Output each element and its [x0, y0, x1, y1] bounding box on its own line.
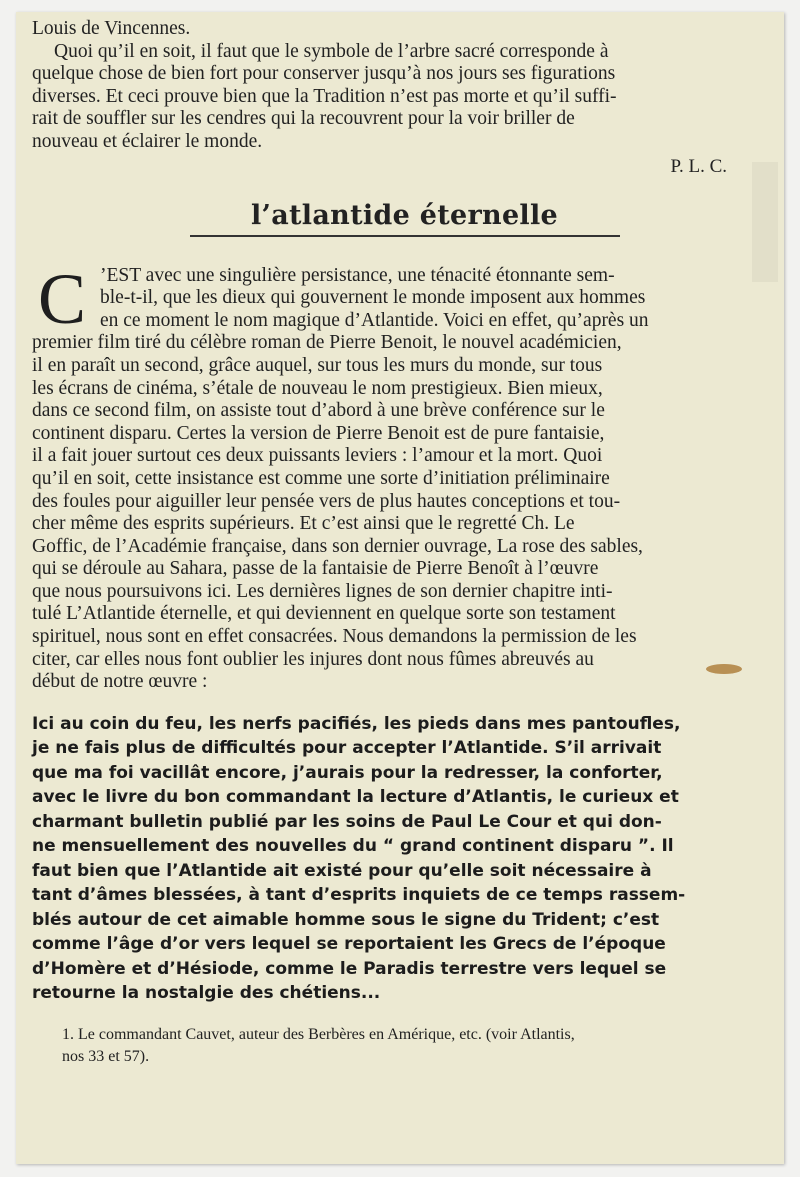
intro-line: diverses. Et ceci prouve bien que la Tradition n’est pas morte et qu’il suffi-	[32, 85, 617, 107]
article-line: les écrans de cinéma, s’étale de nouveau le nom prestigieux. Bien mieux,	[32, 377, 603, 399]
article-line: qu’il en soit, cette insistance est comme une sorte d’initiation préliminaire	[32, 467, 610, 489]
intro-line: rait de souffler sur les cendres qui la recouvrent pour la voir briller de	[32, 108, 575, 130]
quote-line: tant d’âmes blessées, à tant d’esprits inquiets de ce temps rassem-	[32, 885, 686, 906]
page-content	[32, 18, 777, 1068]
title-underline	[190, 235, 620, 237]
article-line: que nous poursuivons ici. Les dernières lignes de son dernier chapitre inti-	[32, 580, 613, 602]
article-line: spirituel, nous sont en effet consacrées. Nous demandons la permission de les	[32, 626, 637, 648]
article-opening	[32, 258, 777, 339]
quote-line: charmant bulletin publié par les soins de Paul Le Cour et qui don-	[32, 811, 662, 832]
quote-line: ne mensuellement des nouvelles du “ grand continent disparu ”. Il	[32, 836, 674, 857]
footnote-line: nos 33 et 57).	[62, 1047, 150, 1065]
quote-line: avec le livre du bon commandant la lecture d’Atlantis, le curieux et	[32, 787, 679, 808]
signature: P. L. C.	[670, 155, 727, 177]
quote-line: je ne fais plus de difficultés pour accepter l’Atlantide. S’il arrivait	[32, 738, 662, 759]
quote-line: retourne la nostalgie des chétiens...	[32, 983, 381, 1004]
article-line: des foules pour aiguiller leur pensée vers de plus hautes conceptions et tou-	[32, 490, 621, 512]
article-line: qui se déroule au Sahara, passe de la fantaisie de Pierre Benoît à l’œuvre	[32, 558, 599, 580]
article-line: Goffic, de l’Académie française, dans son dernier ouvrage, La rose des sables,	[32, 535, 643, 557]
article-line: continent disparu. Certes la version de Pierre Benoit est de pure fantaisie,	[32, 422, 605, 444]
article-line: tulé L’Atlantide éternelle, et qui deviennent en quelque sorte son testament	[32, 603, 616, 625]
intro-paragraph	[32, 18, 777, 154]
article-title-text: l’atlantide éternelle	[250, 199, 559, 231]
article-body	[32, 258, 777, 694]
quote-line: Ici au coin du feu, les nerfs pacifiés, les pieds dans mes pantoufles,	[32, 713, 681, 734]
intro-line: nouveau et éclairer le monde.	[32, 130, 263, 152]
document-page	[16, 12, 784, 1164]
footnote	[32, 1024, 777, 1068]
quote-line: d’Homère et d’Hésiode, comme le Paradis terrestre vers lequel se	[32, 958, 667, 979]
article-line: dans ce second film, on assiste tout d’abord à une brève conférence sur le	[32, 400, 605, 422]
article-line: il en paraît un second, grâce auquel, sur tous les murs du monde, sur tous	[32, 354, 603, 376]
article-line: citer, car elles nous font oublier les injures dont nous fûmes abreuvés au	[32, 648, 594, 670]
quoted-passage	[32, 712, 777, 1006]
article-paragraph	[32, 332, 777, 694]
drop-cap: C	[38, 258, 87, 339]
quote-line: blés autour de cet aimable homme sous le signe du Trident; c’est	[32, 909, 660, 930]
footnote-line: 1. Le commandant Cauvet, auteur des Berbères en Amérique, etc. (voir Atlantis,	[62, 1025, 575, 1043]
article-line: cher même des esprits supérieurs. Et c’est ainsi que le regretté Ch. Le	[32, 513, 575, 535]
article-line: premier film tiré du célèbre roman de Pierre Benoit, le nouvel académicien,	[32, 332, 622, 354]
article-line: il a fait jouer surtout ces deux puissants leviers : l’amour et la mort. Quoi	[32, 445, 603, 467]
article-line: ble-t-il, que les dieux qui gouvernent le monde imposent aux hommes	[100, 287, 646, 309]
intro-line: Louis de Vincennes.	[32, 18, 191, 39]
article-line: début de notre œuvre :	[32, 671, 208, 693]
intro-line: quelque chose de bien fort pour conserver jusqu’à nos jours ses figurations	[32, 63, 616, 85]
quote-line: que ma foi vacillât encore, j’aurais pour la redresser, la conforter,	[32, 762, 663, 783]
article-title	[32, 200, 777, 237]
quote-line: faut bien que l’Atlantide ait existé pour qu’elle soit nécessaire à	[32, 860, 652, 881]
article-line: ’EST avec une singulière persistance, une ténacité étonnante sem-	[100, 264, 615, 286]
article-line: en ce moment le nom magique d’Atlantide. Voici en effet, qu’après un	[100, 309, 649, 331]
quote-line: comme l’âge d’or vers lequel se reportaient les Grecs de l’époque	[32, 934, 666, 955]
intro-line: Quoi qu’il en soit, il faut que le symbole de l’arbre sacré corresponde à	[54, 40, 609, 62]
